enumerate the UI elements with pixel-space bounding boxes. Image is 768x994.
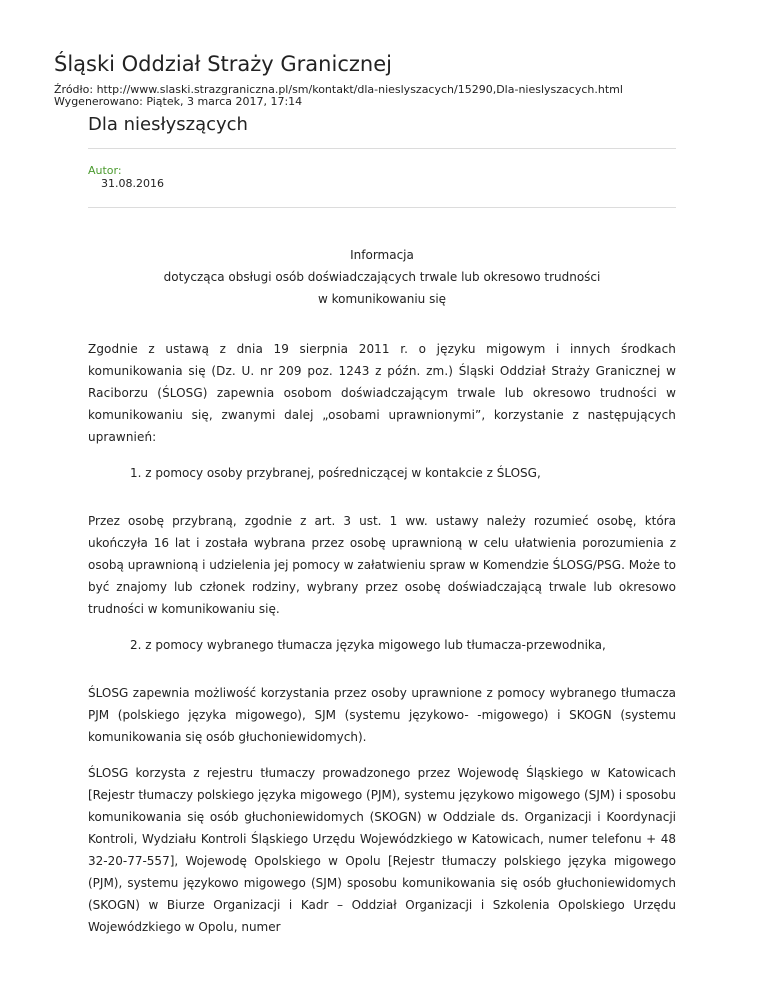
article-date: 31.08.2016 [101, 177, 164, 190]
divider-top [88, 148, 676, 149]
heading-line: Informacja [350, 248, 414, 262]
divider-bottom [88, 207, 676, 208]
heading-line: dotycząca obsługi osób doświadczających trwale lub okresowo trudności [163, 270, 601, 284]
author-label: Autor: [88, 164, 122, 177]
generated-line: Wygenerowano: Piątek, 3 marca 2017, 17:14 [54, 95, 303, 108]
list-item: 2. z pomocy wybranego tłumacza języka migowego lub tłumacza-przewodnika, [130, 638, 606, 652]
source-line: Źródło: http://www.slaski.strazgraniczna.pl/sm/kontakt/dla-nieslyszacych/15290,Dla-nieslyszacych.html [54, 83, 623, 96]
print-meta [54, 84, 623, 108]
info-heading [88, 244, 676, 310]
article [88, 112, 676, 938]
paragraph-assigned-person: Przez osobę przybraną, zgodnie z art. 3 ust. 1 ww. ustawy należy rozumieć osobę, która ukończyła 16 lat i została wybrana przez osobę uprawnioną w celu ułatwienia porozumienia z osobą uprawnioną i udzielenia jej pomocy w załatwieniu spraw w Komendzie ŚLOSG/PSG. Może to być znajomy lub członek rodziny, wybrany przez osobę doświadczającą trwale lub okresowo trudności w komunikowaniu się. [88, 514, 676, 616]
heading-line: w komunikowaniu się [317, 292, 447, 306]
list-item: 1. z pomocy osoby przybranej, pośredniczącej w kontakcie z ŚLOSG, [130, 466, 541, 480]
site-title: Śląski Oddział Straży Granicznej [54, 52, 392, 76]
paragraph-interpreters: ŚLOSG zapewnia możliwość korzystania przez osoby uprawnione z pomocy wybranego tłumacza PJM (polskiego języka migowego), SJM (systemu językowo- -migowego) i SKOGN (systemu komunikowania się osób głuchoniewidomych). [88, 686, 676, 744]
paragraph-legal-basis: Zgodnie z ustawą z dnia 19 sierpnia 2011 r. o języku migowym i innych środkach komunikowania się (Dz. U. nr 209 poz. 1243 z późn. zm.) Śląski Oddział Straży Granicznej w Raciborzu (ŚLOSG) zapewnia osobom doświadczającym trwale lub okresowo trudności w komunikowaniu się, zwanymi dalej „osobami uprawnionymi”, korzystanie z następujących uprawnień: [88, 342, 676, 444]
article-title: Dla niesłyszących [88, 114, 248, 135]
paragraph-register: ŚLOSG korzysta z rejestru tłumaczy prowadzonego przez Wojewodę Śląskiego w Katowicach [Rejestr tłumaczy polskiego języka migowego (PJM), systemu językowo migowego (SJM) i sposobu komunikowania się osób głuchoniewidomych (SKOGN) w Oddziale ds. Organizacji i Koordynacji Kontroli, Wydziału Kontroli Śląskiego Urzędu Wojewódzkiego w Katowicach, numer telefonu + 48 32-20-77-557], Wojewodę Opolskiego w Opolu [Rejestr tłumaczy polskiego języka migowego (PJM), systemu językowo migowego (SJM) sposobu komunikowania się osób głuchoniewidomych (SKOGN) w Biurze Organizacji i Kadr – Oddział Organizacji i Szkolenia Opolskiego Urzędu Wojewódzkiego w Opolu, numer [88, 766, 676, 934]
